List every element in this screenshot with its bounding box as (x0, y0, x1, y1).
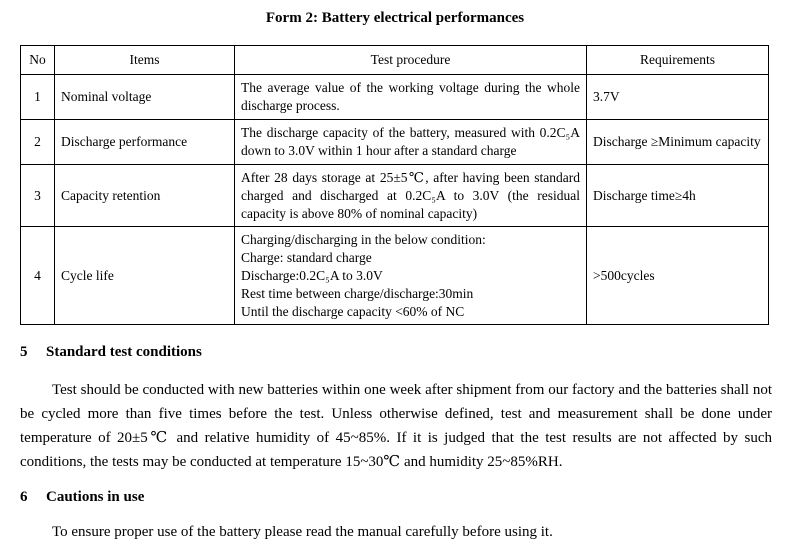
row-requirement: 3.7V (587, 75, 769, 120)
procedure-line: Charge: standard charge (241, 249, 372, 265)
row-procedure (235, 227, 587, 325)
procedure-line: Until the discharge capacity <60% of NC (241, 303, 465, 319)
row-item: Nominal voltage (55, 75, 235, 120)
section-6-paragraph: To ensure proper use of the battery please read the manual carefully before using it. (52, 524, 553, 540)
row-number: 4 (21, 227, 55, 325)
section-5-number: 5 (20, 344, 28, 360)
procedure-line: Discharge:0.2C₅A to 3.0V (241, 267, 383, 283)
row-item: Cycle life (55, 227, 235, 325)
section-6-heading (20, 489, 144, 506)
row-number: 3 (21, 165, 55, 227)
row-item: Capacity retention (55, 165, 235, 227)
section-5-paragraph: Test should be conducted with new batteries within one week after shipment from our factory and the batteries shall not be cycled more than five times before the test. Unless otherwise defined, test and measurement shall be done under temperature of 20±5℃ and relative humidity of 45~85%. If it is judged that the test results are not affected by such conditions, the tests may be conducted at temperature 15~30℃ and humidity 25~85%RH. (20, 382, 772, 470)
row-requirement: Discharge time≥4h (587, 165, 769, 227)
table-header-row (21, 46, 769, 75)
table-row (21, 165, 769, 227)
row-item: Discharge performance (55, 120, 235, 165)
section-6-title: Cautions in use (46, 489, 145, 505)
table-row (21, 227, 769, 325)
row-requirement: Discharge ≥Minimum capacity (587, 120, 769, 165)
procedure-line: Rest time between charge/discharge:30min (241, 285, 474, 301)
header-test-procedure: Test procedure (235, 46, 587, 75)
header-no: No (21, 46, 55, 75)
header-items: Items (55, 46, 235, 75)
header-requirements: Requirements (587, 46, 769, 75)
procedure-line: Charging/discharging in the below condition: (241, 231, 486, 247)
section-5-heading (20, 344, 202, 361)
row-procedure: The average value of the working voltage during the whole discharge process. (235, 75, 587, 120)
row-requirement: >500cycles (587, 227, 769, 325)
row-procedure: The discharge capacity of the battery, measured with 0.2C₅A down to 3.0V within 1 hour after a standard charge (235, 120, 587, 165)
table-row (21, 75, 769, 120)
row-procedure: After 28 days storage at 25±5℃, after having been standard charged and discharged at 0.2C₅A to 3.0V (the residual capacity is above 80% of nominal capacity) (235, 165, 587, 227)
battery-performance-table (20, 45, 769, 325)
row-number: 2 (21, 120, 55, 165)
table-row (21, 120, 769, 165)
section-5-title: Standard test conditions (46, 344, 202, 360)
form-title: Form 2: Battery electrical performances (265, 10, 525, 26)
section-6-number: 6 (20, 489, 28, 505)
row-number: 1 (21, 75, 55, 120)
